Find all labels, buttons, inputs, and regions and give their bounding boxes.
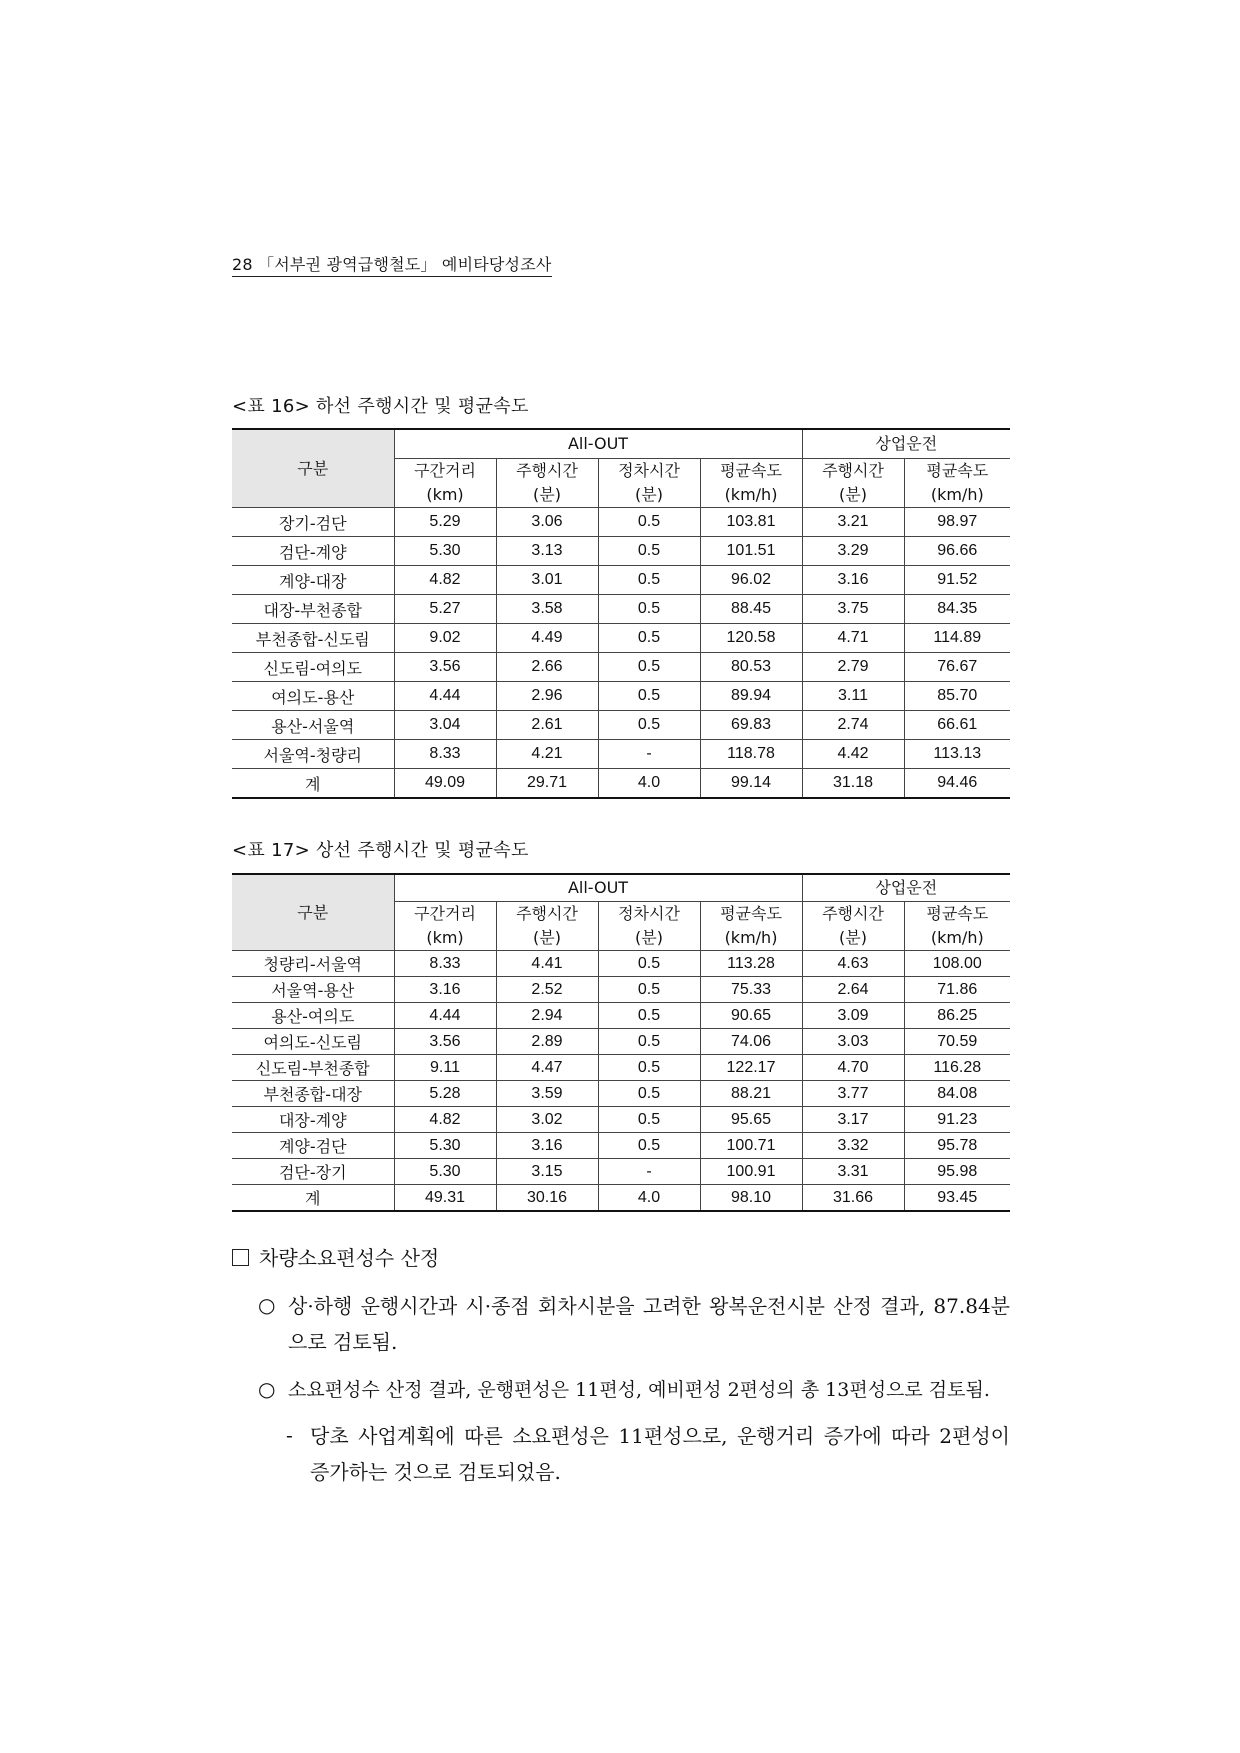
table-row	[232, 711, 1010, 740]
table17-body	[232, 951, 1010, 1212]
table-cell: 0.5	[598, 595, 700, 624]
row-label: 계	[232, 769, 394, 799]
table-cell: 99.14	[700, 769, 802, 799]
table-cell: 95.65	[700, 1107, 802, 1133]
table-cell: 114.89	[904, 624, 1010, 653]
table-cell: 0.5	[598, 1107, 700, 1133]
table-cell: 95.98	[904, 1159, 1010, 1185]
row-label: 청량리-서울역	[232, 951, 394, 977]
page-header: 28 「서부권 광역급행철도」 예비타당성조사	[232, 252, 552, 277]
table-cell: 108.00	[904, 951, 1010, 977]
table17-col-runtime: 주행시간 (분)	[496, 902, 598, 951]
table-cell: 4.41	[496, 951, 598, 977]
checkbox-square-icon	[232, 1249, 249, 1266]
table-cell: 4.70	[802, 1055, 904, 1081]
table17-col-avgspeed: 평균속도 (km/h)	[700, 902, 802, 951]
table-row	[232, 595, 1010, 624]
table-cell: 2.94	[496, 1003, 598, 1029]
table-cell: 3.32	[802, 1133, 904, 1159]
table-cell: 3.09	[802, 1003, 904, 1029]
row-label: 부천종합-신도림	[232, 624, 394, 653]
table-cell: 0.5	[598, 951, 700, 977]
row-label: 신도림-여의도	[232, 653, 394, 682]
row-label: 신도림-부천종합	[232, 1055, 394, 1081]
table-cell: 120.58	[700, 624, 802, 653]
table-cell: 101.51	[700, 537, 802, 566]
row-label: 여의도-용산	[232, 682, 394, 711]
table-cell: 75.33	[700, 977, 802, 1003]
table-cell: 5.30	[394, 537, 496, 566]
table-row	[232, 537, 1010, 566]
table-cell: 91.52	[904, 566, 1010, 595]
table-cell: 86.25	[904, 1003, 1010, 1029]
table16-commercial-header: 상업운전	[802, 429, 1010, 459]
table-cell: 3.21	[802, 508, 904, 537]
table-cell: 3.11	[802, 682, 904, 711]
table-cell: 3.58	[496, 595, 598, 624]
table-cell: 5.29	[394, 508, 496, 537]
table-row	[232, 1107, 1010, 1133]
table-cell: 0.5	[598, 1081, 700, 1107]
sub1-text: 당초 사업계획에 따른 소요편성은 11편성으로, 운행거리 증가에 따라 2편성이 증가하는 것으로 검토되었음.	[310, 1424, 1010, 1484]
table-cell: 3.75	[802, 595, 904, 624]
table-cell: 0.5	[598, 624, 700, 653]
table-cell: 2.96	[496, 682, 598, 711]
table-row	[232, 740, 1010, 769]
table-row	[232, 1055, 1010, 1081]
table-cell: 80.53	[700, 653, 802, 682]
table-cell: 3.15	[496, 1159, 598, 1185]
table-cell: 31.18	[802, 769, 904, 799]
table-cell: 31.66	[802, 1185, 904, 1212]
table-cell: 0.5	[598, 682, 700, 711]
table-cell: 8.33	[394, 951, 496, 977]
table-cell: 4.0	[598, 769, 700, 799]
table-cell: 94.46	[904, 769, 1010, 799]
table-cell: 118.78	[700, 740, 802, 769]
table-cell: 4.44	[394, 1003, 496, 1029]
table-cell: -	[598, 740, 700, 769]
table-row	[232, 1003, 1010, 1029]
table-cell: 4.21	[496, 740, 598, 769]
table-cell: 74.06	[700, 1029, 802, 1055]
table-cell: 2.79	[802, 653, 904, 682]
table-cell: 91.23	[904, 1107, 1010, 1133]
row-label: 계양-대장	[232, 566, 394, 595]
table-row	[232, 624, 1010, 653]
table16-col-runtime: 주행시간 (분)	[496, 459, 598, 508]
table-cell: 2.52	[496, 977, 598, 1003]
table-cell: 93.45	[904, 1185, 1010, 1212]
table-cell: 8.33	[394, 740, 496, 769]
table17-col-comm-avgspeed: 평균속도 (km/h)	[904, 902, 1010, 951]
table-row	[232, 1159, 1010, 1185]
table-cell: 95.78	[904, 1133, 1010, 1159]
table-cell: 4.47	[496, 1055, 598, 1081]
table-cell: 3.77	[802, 1081, 904, 1107]
table-cell: 103.81	[700, 508, 802, 537]
table-cell: 0.5	[598, 1029, 700, 1055]
table-cell: 29.71	[496, 769, 598, 799]
table-cell: 4.0	[598, 1185, 700, 1212]
table-cell: 3.13	[496, 537, 598, 566]
table16-allout-header: All-OUT	[394, 429, 802, 459]
table-cell: 4.42	[802, 740, 904, 769]
table-cell: 0.5	[598, 566, 700, 595]
table-cell: 3.01	[496, 566, 598, 595]
table-cell: 113.28	[700, 951, 802, 977]
row-label: 대장-계양	[232, 1107, 394, 1133]
table-row	[232, 1081, 1010, 1107]
table17-col-comm-runtime: 주행시간 (분)	[802, 902, 904, 951]
table17-caption: <표 17> 상선 주행시간 및 평균속도	[232, 840, 529, 861]
row-label: 계	[232, 1185, 394, 1212]
table-cell: 4.49	[496, 624, 598, 653]
table-cell: 84.35	[904, 595, 1010, 624]
table-cell: 5.30	[394, 1133, 496, 1159]
table-cell: 3.29	[802, 537, 904, 566]
table-cell: 113.13	[904, 740, 1010, 769]
table-cell: 0.5	[598, 1003, 700, 1029]
table-cell: 69.83	[700, 711, 802, 740]
table-cell: 2.74	[802, 711, 904, 740]
circle-bullet-icon: ○	[258, 1377, 276, 1401]
row-label: 서울역-용산	[232, 977, 394, 1003]
section-title-text: 차량소요편성수 산정	[259, 1246, 440, 1270]
table16-col-comm-runtime: 주행시간 (분)	[802, 459, 904, 508]
table-cell: 76.67	[904, 653, 1010, 682]
table16-col-dwell: 정차시간 (분)	[598, 459, 700, 508]
table-row	[232, 951, 1010, 977]
table-cell: 49.09	[394, 769, 496, 799]
table-cell: 3.17	[802, 1107, 904, 1133]
circle-bullet-icon: ○	[258, 1293, 276, 1317]
table-cell: 3.16	[496, 1133, 598, 1159]
table-row	[232, 1133, 1010, 1159]
table16-group-label: 구분	[232, 429, 394, 508]
section-title	[232, 1242, 439, 1271]
table-cell: 98.97	[904, 508, 1010, 537]
table16	[232, 428, 1010, 799]
table-cell: 4.71	[802, 624, 904, 653]
table-row	[232, 653, 1010, 682]
table-cell: 100.71	[700, 1133, 802, 1159]
table-cell: 30.16	[496, 1185, 598, 1212]
table-cell: 2.66	[496, 653, 598, 682]
table-cell: -	[598, 1159, 700, 1185]
table-row	[232, 508, 1010, 537]
table-cell: 3.02	[496, 1107, 598, 1133]
table-cell: 71.86	[904, 977, 1010, 1003]
table17-group-label: 구분	[232, 874, 394, 951]
table-cell: 88.21	[700, 1081, 802, 1107]
table-cell: 116.28	[904, 1055, 1010, 1081]
table16-col-comm-avgspeed: 평균속도 (km/h)	[904, 459, 1010, 508]
table-cell: 2.89	[496, 1029, 598, 1055]
table-cell: 3.06	[496, 508, 598, 537]
table-cell: 5.28	[394, 1081, 496, 1107]
table-cell: 3.31	[802, 1159, 904, 1185]
table-cell: 0.5	[598, 508, 700, 537]
table16-col-distance: 구간거리 (km)	[394, 459, 496, 508]
table-cell: 9.11	[394, 1055, 496, 1081]
row-label: 서울역-청량리	[232, 740, 394, 769]
table-row	[232, 769, 1010, 799]
row-label: 여의도-신도림	[232, 1029, 394, 1055]
table-cell: 89.94	[700, 682, 802, 711]
table-cell: 4.82	[394, 566, 496, 595]
table-cell: 3.56	[394, 1029, 496, 1055]
row-label: 검단-장기	[232, 1159, 394, 1185]
table-row	[232, 682, 1010, 711]
table-cell: 84.08	[904, 1081, 1010, 1107]
row-label: 부천종합-대장	[232, 1081, 394, 1107]
table-cell: 3.04	[394, 711, 496, 740]
table-cell: 0.5	[598, 1133, 700, 1159]
table17-allout-header: All-OUT	[394, 874, 802, 902]
row-label: 대장-부천종합	[232, 595, 394, 624]
row-label: 검단-계양	[232, 537, 394, 566]
table-cell: 0.5	[598, 711, 700, 740]
table-cell: 98.10	[700, 1185, 802, 1212]
table-cell: 96.66	[904, 537, 1010, 566]
row-label: 장기-검단	[232, 508, 394, 537]
table17-col-distance: 구간거리 (km)	[394, 902, 496, 951]
row-label: 계양-검단	[232, 1133, 394, 1159]
table-row	[232, 1029, 1010, 1055]
table-cell: 3.16	[394, 977, 496, 1003]
table-cell: 3.16	[802, 566, 904, 595]
table-cell: 4.44	[394, 682, 496, 711]
table16-caption: <표 16> 하선 주행시간 및 평균속도	[232, 396, 529, 417]
table-cell: 96.02	[700, 566, 802, 595]
table17-col-dwell: 정차시간 (분)	[598, 902, 700, 951]
table-cell: 3.56	[394, 653, 496, 682]
table-row	[232, 1185, 1010, 1212]
table-cell: 100.91	[700, 1159, 802, 1185]
table-cell: 4.63	[802, 951, 904, 977]
table-cell: 3.59	[496, 1081, 598, 1107]
table-cell: 5.27	[394, 595, 496, 624]
table-cell: 2.61	[496, 711, 598, 740]
table-cell: 0.5	[598, 653, 700, 682]
dash-bullet: -	[286, 1423, 293, 1447]
table-cell: 49.31	[394, 1185, 496, 1212]
table16-col-avgspeed: 평균속도 (km/h)	[700, 459, 802, 508]
table-cell: 5.30	[394, 1159, 496, 1185]
table-cell: 90.65	[700, 1003, 802, 1029]
table16-body	[232, 508, 1010, 799]
table-cell: 4.82	[394, 1107, 496, 1133]
table-cell: 66.61	[904, 711, 1010, 740]
bullet1-text: 상·하행 운행시간과 시·종점 회차시분을 고려한 왕복운전시분 산정 결과, 87.84분으로 검토됨.	[288, 1294, 1010, 1354]
table-cell: 0.5	[598, 1055, 700, 1081]
row-label: 용산-여의도	[232, 1003, 394, 1029]
table-cell: 0.5	[598, 537, 700, 566]
table-cell: 70.59	[904, 1029, 1010, 1055]
table-cell: 9.02	[394, 624, 496, 653]
row-label: 용산-서울역	[232, 711, 394, 740]
table17	[232, 873, 1010, 1212]
table-cell: 0.5	[598, 977, 700, 1003]
table-cell: 85.70	[904, 682, 1010, 711]
table17-commercial-header: 상업운전	[802, 874, 1010, 902]
bullet2-text: 소요편성수 산정 결과, 운행편성은 11편성, 예비편성 2편성의 총 13편성으로 검토됨.	[288, 1379, 990, 1401]
table-cell: 3.03	[802, 1029, 904, 1055]
table-row	[232, 977, 1010, 1003]
table-cell: 122.17	[700, 1055, 802, 1081]
table-cell: 88.45	[700, 595, 802, 624]
table-row	[232, 566, 1010, 595]
table-cell: 2.64	[802, 977, 904, 1003]
